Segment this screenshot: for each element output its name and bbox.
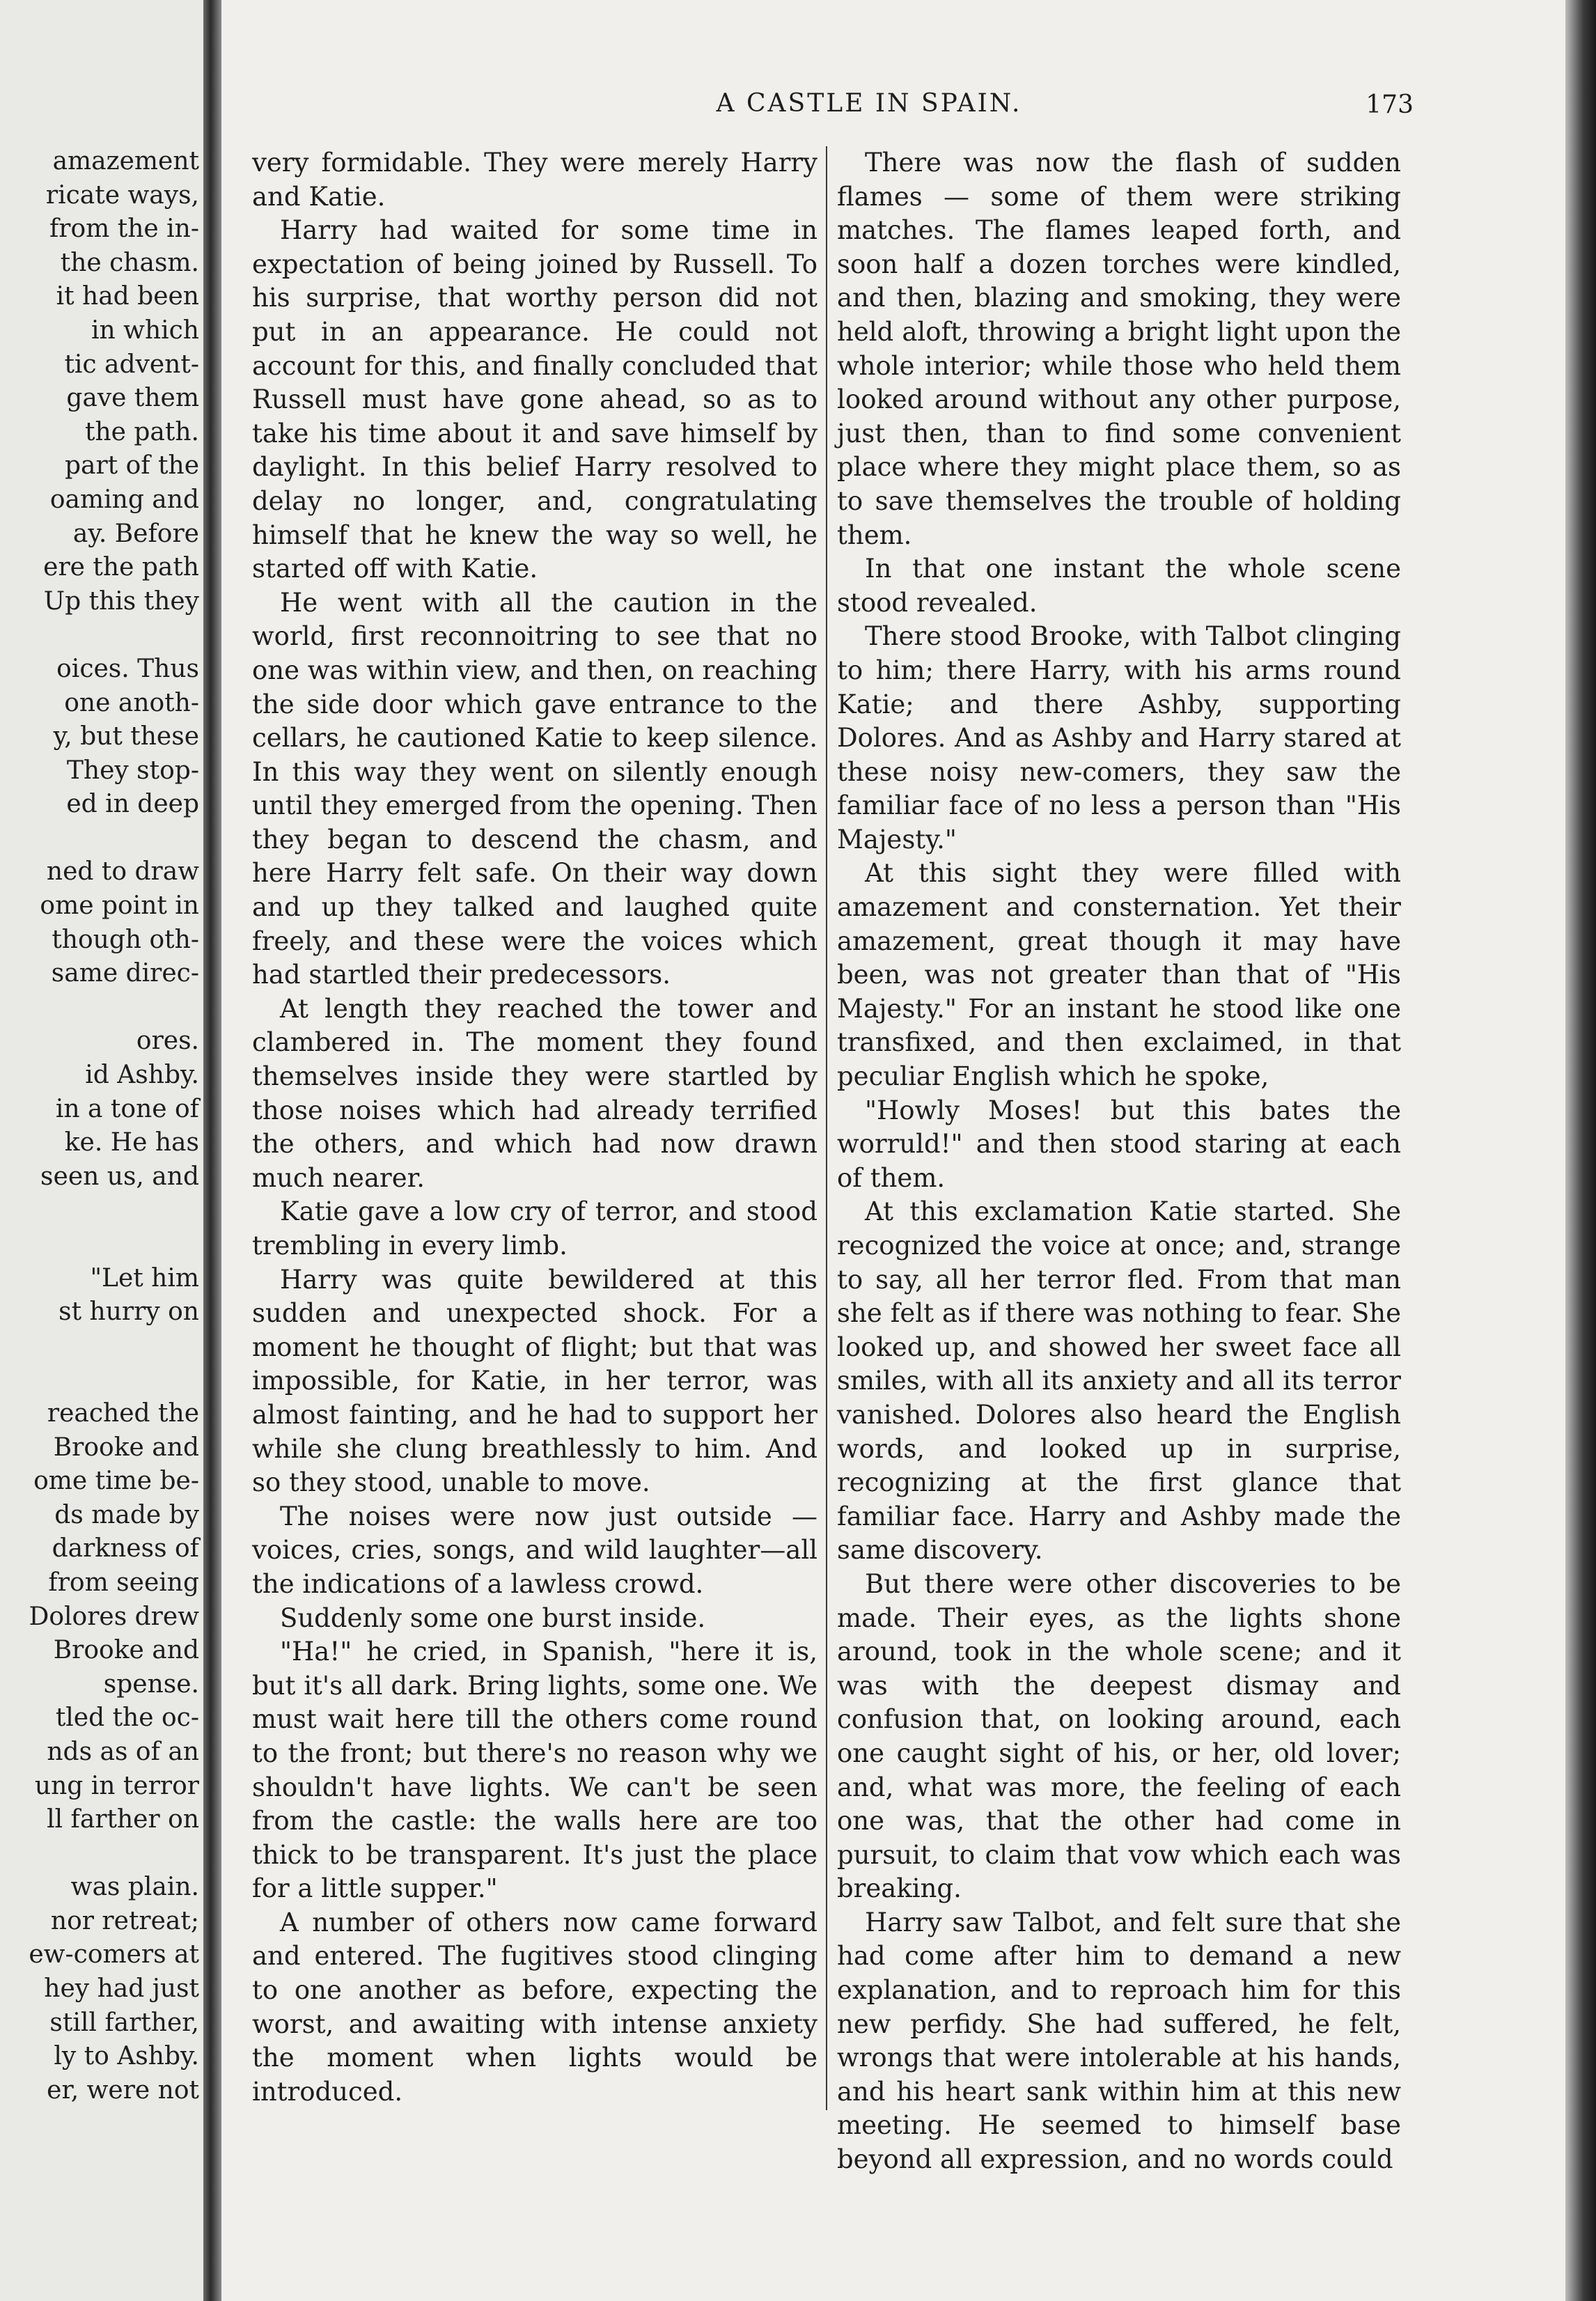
facing-page-line: st hurry on xyxy=(58,1297,199,1327)
facing-page-line: in a tone of xyxy=(55,1094,199,1123)
column-rule xyxy=(826,146,827,2110)
facing-page-line: ay. Before xyxy=(72,519,199,548)
facing-page-line: ly to Ashby. xyxy=(54,2042,199,2071)
facing-page-line xyxy=(0,1329,199,1364)
paragraph: very formidable. They were merely Harry and Katie. xyxy=(252,148,817,212)
facing-page-line: Up this they xyxy=(43,586,199,616)
facing-page-line: though oth- xyxy=(52,925,199,954)
facing-page-line: They stop- xyxy=(66,756,199,785)
facing-page-line: oices. Thus xyxy=(56,654,199,683)
paragraph: "Ha!" he cried, in Spanish, "here it is, but it's all dark. Bring lights, some one. We must wait here till the others come round to the front; but there's no reason why we shouldn't have lights. We can't be seen from the castle: the walls here are too thick to be transparent. It's just the place for a little supper." xyxy=(252,1637,817,1904)
facing-page-line: oaming and xyxy=(49,485,199,514)
facing-page-line: tic advent- xyxy=(64,350,199,379)
facing-page-line: ds made by xyxy=(54,1500,199,1529)
paragraph: At this sight they were filled with amazement and consternation. Yet their amazement, great though it may have been, was not greater than that of "His Majesty." For an instant he stood like one transfixed, and then exclaimed, in that peculiar English which he spoke, xyxy=(837,858,1401,1092)
facing-page-line: still farther, xyxy=(49,2008,199,2037)
facing-page-line: ned to draw xyxy=(46,857,199,887)
facing-page-line: reached the xyxy=(47,1398,199,1428)
facing-page-line: ung in terror xyxy=(34,1771,199,1800)
facing-page-line: the chasm. xyxy=(60,248,199,277)
facing-page-line xyxy=(0,1837,199,1871)
facing-page-line: tled the oc- xyxy=(55,1703,199,1733)
facing-page-line xyxy=(0,822,199,856)
paragraph: "Howly Moses! but this bates the worruld!" and then stood staring at each of them. xyxy=(837,1095,1401,1193)
paragraph: At length they reached the tower and clambered in. The moment they found themselves inside they were startled by those noises which had already terrified the others, and which had now drawn much nearer. xyxy=(252,993,817,1193)
facing-page-line: ew-comers at xyxy=(29,1940,199,1970)
facing-page-line: in which xyxy=(91,315,199,345)
paragraph: At this exclamation Katie started. She recognized the voice at once; and, strange to say, all her terror fled. From that man she felt as if there was nothing to fear. She looked up, and showed her sweet face all smiles, with all its anxiety and all its terror vanished. Dolores also heard the English words, and looked up in surprise, recognizing at the first glance that familiar face. Harry and Ashby made the same discovery. xyxy=(837,1196,1401,1566)
paragraph: Harry saw Talbot, and felt sure that she had come after him to demand a new explanation, and to reproach him for this new perfidy. She had suffered, he felt, wrongs that were intolerable at his hands, and his heart sank within him at this new meeting. He seemed to himself base beyond all expression, and no words could xyxy=(837,1907,1401,2175)
facing-page-line: y, but these xyxy=(53,722,199,751)
facing-page-line: from the in- xyxy=(49,214,199,244)
facing-page-line xyxy=(0,1363,199,1397)
facing-page-line: was plain. xyxy=(70,1873,199,1902)
running-head: A CASTLE IN SPAIN. xyxy=(716,89,1022,118)
paragraph: But there were other discoveries to be made. Their eyes, as the lights shone around, took in the whole scene; and it was with the deepest dismay and confusion that, on looking around, each one caught sight of his, or her, old lover; and, what was more, the feeling of each one was, that the other had come in pursuit, to claim that vow which each was breaking. xyxy=(837,1568,1401,1904)
facing-page-line: ere the path xyxy=(43,553,199,582)
facing-page-line: nor retreat; xyxy=(50,1906,199,1935)
facing-page-line: Brooke and xyxy=(53,1433,199,1462)
paragraph: Katie gave a low cry of terror, and stood trembling in every limb. xyxy=(252,1196,817,1261)
text-column-right xyxy=(837,146,1401,2177)
paragraph: Harry was quite bewildered at this sudden and unexpected shock. For a moment he thought of flight; but that was impossible, for Katie, in her terror, was almost fainting, and he had to support her while she clung breathlessly to him. And so they stood, unable to move. xyxy=(252,1264,817,1498)
facing-page-line: seen us, and xyxy=(40,1162,199,1191)
facing-page-line xyxy=(0,1194,199,1228)
facing-page-line: same direc- xyxy=(51,959,199,988)
facing-page-line: ome point in xyxy=(40,891,199,921)
facing-page-line: ricate ways, xyxy=(45,180,199,210)
facing-page-line: ke. He has xyxy=(64,1128,199,1157)
facing-page-line: er, were not xyxy=(47,2075,199,2105)
facing-page-line: spense. xyxy=(103,1669,199,1699)
facing-page-line: Brooke and xyxy=(53,1636,199,1665)
facing-page-line: one anoth- xyxy=(64,688,199,717)
facing-page-line: id Ashby. xyxy=(85,1061,199,1090)
paragraph: There was now the flash of sudden flames — some of them were striking matches. The flames leaped forth, and soon half a dozen torches were kindled, and then, blazing and smoking, they were held aloft, throwing a bright light upon the whole interior; while those who held them looked around without any other purpose, just then, than to find some convenient place where they might place them, so as to save themselves the trouble of holding them. xyxy=(837,148,1401,550)
paragraph: Suddenly some one burst inside. xyxy=(280,1602,706,1633)
text-column-left xyxy=(252,146,817,2109)
paragraph: The noises were now just outside — voices, cries, songs, and wild laughter—all the indications of a lawless crowd. xyxy=(252,1501,817,1599)
paragraph: There stood Brooke, with Talbot clinging to him; there Harry, with his arms round Katie; and there Ashby, supporting Dolores. And as Ashby and Harry stared at these noisy new-comers, they saw the familiar face of no less a person than "His Majesty." xyxy=(837,621,1401,855)
facing-page-line xyxy=(0,618,199,653)
paragraph: He went with all the caution in the world, first reconnoitring to see that no one was within view, and then, on reaching the side door which gave entrance to the cellars, he cautioned Katie to keep silence. In this way they went on silently enough until they emerged from the opening. Then they began to descend the chasm, and here Harry felt safe. On their way down and up they talked and laughed quite freely, and these were the voices which had startled their predecessors. xyxy=(252,587,817,990)
facing-page-line: from seeing xyxy=(48,1568,199,1597)
facing-page-line xyxy=(0,991,199,1025)
facing-page-line: darkness of xyxy=(52,1534,199,1563)
facing-page-line: "Let him xyxy=(90,1263,199,1293)
facing-page-fragment xyxy=(0,0,203,2301)
facing-page-line: amazement xyxy=(52,147,199,176)
facing-page-line: ll farther on xyxy=(47,1805,199,1834)
book-gutter xyxy=(203,0,221,2301)
facing-page-line: part of the xyxy=(64,451,199,481)
page-number: 173 xyxy=(1366,91,1414,119)
facing-page-line: ores. xyxy=(136,1027,199,1056)
facing-page-line: Dolores drew xyxy=(29,1602,199,1631)
page-edge xyxy=(1565,0,1596,2301)
facing-page-line: it had been xyxy=(56,282,199,311)
paragraph: Harry had waited for some time in expectation of being joined by Russell. To his surprise, that worthy person did not put in an appearance. He could not account for this, and finally concluded that Russell must have gone ahead, so as to take his time about it and save himself by daylight. In this belief Harry resolved to delay no longer, and, congratulating himself that he knew the way so well, he started off with Katie. xyxy=(252,215,817,584)
facing-page-line xyxy=(0,1228,199,1262)
facing-page-text xyxy=(0,145,199,2107)
facing-page-line: the path. xyxy=(84,417,199,446)
paragraph: A number of others now came forward and entered. The fugitives stood clinging to one another as before, expecting the worst, and awaiting with intense anxiety the moment when lights would be introduced. xyxy=(252,1907,817,2107)
paragraph: In that one instant the whole scene stood revealed. xyxy=(837,554,1401,618)
facing-page-line: ed in deep xyxy=(66,790,199,819)
facing-page-line: nds as of an xyxy=(47,1737,199,1766)
facing-page-line: gave them xyxy=(66,384,199,413)
facing-page-line: hey had just xyxy=(44,1974,199,2004)
facing-page-line: ome time be- xyxy=(33,1467,199,1496)
